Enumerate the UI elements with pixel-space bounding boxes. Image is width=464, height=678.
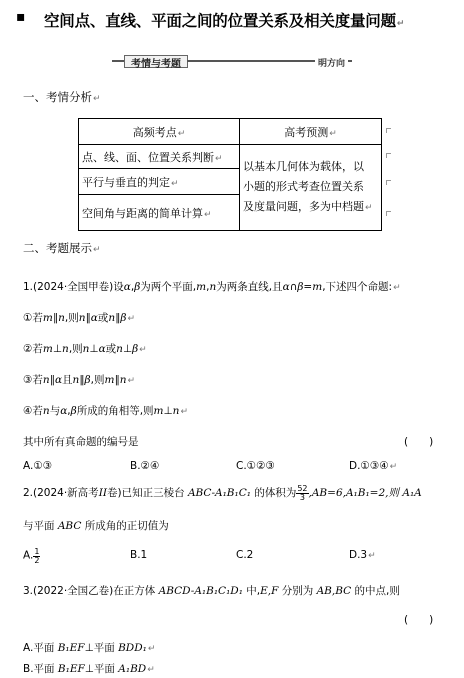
return-mark-icon: ↵	[177, 128, 186, 139]
table-row-topic: 空间角与距离的简单计算↵	[79, 195, 240, 231]
statement-2: ②若m⊥n,则n⊥α或n⊥β↵	[23, 343, 147, 355]
prediction-line: 小题的形式考查位置关系	[243, 180, 364, 193]
problem-2-stem-line2: 与平面 ABC 所成角的正切值为	[23, 520, 169, 532]
problem-1-question: 其中所有真命题的编号是	[23, 436, 139, 448]
section-heading-problems	[23, 240, 101, 256]
return-mark-icon: ↵	[127, 376, 135, 386]
problem-1-option-b: B.②④	[130, 460, 160, 472]
problem-2-option-b: B.1	[130, 549, 148, 561]
table-end-mark	[386, 211, 391, 216]
return-mark-icon: ↵	[393, 283, 401, 293]
return-mark-icon: ↵	[93, 94, 101, 104]
table-end-mark	[386, 180, 391, 185]
prediction-line: 及度量问题，多为中档题↵	[243, 200, 373, 213]
volume-fraction: $\frac{52}{3}$	[297, 484, 308, 503]
return-mark-icon: ↵	[147, 644, 156, 654]
banner-rule-left	[112, 60, 124, 62]
return-mark-icon: ↵	[365, 203, 373, 213]
return-mark-icon: ↵	[180, 407, 188, 417]
return-mark-icon: ↵	[93, 245, 101, 255]
section-heading-analysis-text: 一、考情分析	[23, 90, 92, 104]
table-row-topic: 点、线、面、位置关系判断↵	[79, 145, 240, 169]
statement-1: ①若m∥n,则n∥α或n∥β↵	[23, 312, 135, 324]
problem-2-option-a: A. $\frac{1}{2}$	[23, 547, 40, 565]
return-mark-icon: ↵	[171, 178, 179, 189]
table-cell-prediction	[240, 145, 382, 231]
return-mark-icon: ↵	[396, 19, 405, 29]
table-header-topic: 高频考点↵	[79, 119, 240, 145]
page-title-text: 空间点、直线、平面之间的位置关系及相关度量问题	[44, 12, 396, 30]
statement-3: ③若n∥α且n∥β,则m∥n↵	[23, 374, 135, 386]
banner-label: 考情与考题	[131, 59, 181, 70]
problem-3-option-a: A.平面 B₁EF⊥平面 BDD₁↵	[23, 642, 156, 654]
page-title	[44, 9, 404, 31]
table-header-prediction: 高考预测↵	[240, 119, 382, 145]
banner-author: 明方向	[318, 59, 346, 69]
section-heading-problems-text: 二、考题展示	[23, 241, 92, 255]
return-mark-icon: ↵	[147, 665, 155, 675]
return-mark-icon: ↵	[329, 128, 337, 139]
problem-1-option-d: D.①③④↵	[349, 460, 398, 472]
answer-bracket: ( )	[404, 614, 434, 626]
problem-3-option-b: B.平面 B₁EF⊥平面 A₁BD↵	[23, 663, 155, 675]
banner-rule-end	[348, 60, 352, 62]
statement-4: ④若n与α,β所成的角相等,则m⊥n↵	[23, 405, 188, 417]
title-bullet: ▪	[16, 9, 26, 25]
answer-bracket: ( )	[404, 436, 434, 448]
return-mark-icon: ↵	[139, 345, 147, 355]
problem-1-option-c: C.①②③	[236, 460, 275, 472]
prediction-line: 以基本几何体为载体，以	[243, 160, 364, 173]
return-mark-icon: ↵	[389, 462, 398, 472]
problem-2-option-c: C.2	[236, 549, 254, 561]
problem-1-stem: 1.(2024·全国甲卷)设α,β为两个平面,m,n为两条直线,且α∩β=m,下述四个命题:↵	[23, 281, 401, 293]
table-end-mark	[386, 128, 391, 133]
return-mark-icon: ↵	[368, 551, 376, 561]
problem-2-stem: 2.(2024·新高考II卷)已知正三棱台 ABC-A₁B₁C₁ 的体积为 $\frac{52}{3}$ ,AB=6,A₁B₁=2,则 A₁A	[23, 484, 422, 503]
problem-3-stem: 3.(2022·全国乙卷)在正方体 ABCD-A₁B₁C₁D₁ 中,E,F 分别为 AB,BC 的中点,则	[23, 585, 400, 597]
return-mark-icon: ↵	[215, 153, 223, 164]
banner-rule-right	[187, 60, 315, 62]
table-end-mark	[386, 153, 391, 158]
problem-2-option-d: D.3↵	[349, 549, 376, 561]
option-a-fraction: $\frac{1}{2}$	[34, 547, 40, 565]
exam-analysis-table	[78, 118, 382, 231]
section-heading-analysis	[23, 89, 101, 105]
problem-1-option-a: A.①③	[23, 460, 53, 472]
return-mark-icon: ↵	[204, 209, 212, 220]
return-mark-icon: ↵	[127, 314, 135, 324]
table-row-topic: 平行与垂直的判定↵	[79, 169, 240, 195]
